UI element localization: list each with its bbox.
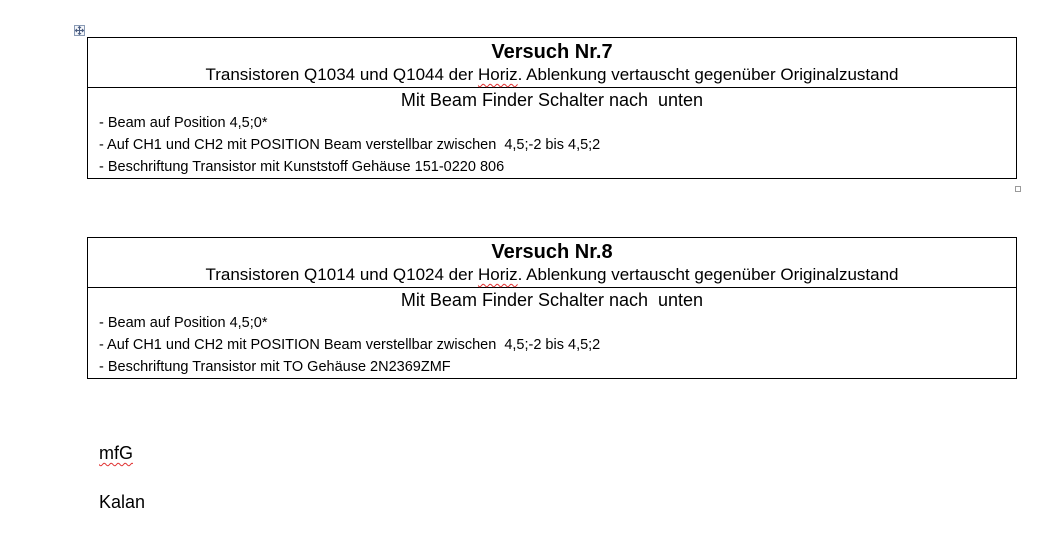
subtitle-text-end: . Ablenkung vertauscht gegenüber Originalzustand xyxy=(517,65,899,84)
experiment-subtitle xyxy=(88,264,1016,287)
table-header-row xyxy=(88,238,1017,288)
section-heading: Mit Beam Finder Schalter nach unten xyxy=(400,90,704,110)
table-header-row xyxy=(88,38,1017,88)
experiment-table-7 xyxy=(87,37,1017,179)
experiment-title: Versuch Nr.7 xyxy=(491,41,613,63)
subtitle-text-start: Transistoren Q1034 und Q1044 der xyxy=(205,65,478,84)
section-heading: Mit Beam Finder Schalter nach unten xyxy=(400,290,704,310)
spellcheck-flagged-word[interactable]: Horiz xyxy=(477,65,518,84)
list-item: - Beam auf Position 4,5;0* xyxy=(99,315,268,331)
bullet-list xyxy=(88,312,1016,378)
list-item: - Auf CH1 und CH2 mit POSITION Beam verstellbar zwischen 4,5;-2 bis 4,5;2 xyxy=(99,337,601,353)
table-resize-handle-icon[interactable] xyxy=(1015,186,1021,192)
experiment-table-8 xyxy=(87,237,1017,379)
list-item: - Beam auf Position 4,5;0* xyxy=(99,115,268,131)
table-header-cell[interactable] xyxy=(88,38,1017,88)
experiment-subtitle xyxy=(88,64,1016,87)
spellcheck-flagged-word[interactable]: mfG xyxy=(99,443,133,463)
subtitle-text-start: Transistoren Q1014 und Q1024 der xyxy=(205,265,478,284)
table-body-cell[interactable] xyxy=(88,88,1017,179)
experiment-title: Versuch Nr.8 xyxy=(491,241,613,263)
bullet-list xyxy=(88,112,1016,178)
closing-greeting xyxy=(99,442,133,464)
signature-name: Kalan xyxy=(99,492,146,512)
table-body-row xyxy=(88,88,1017,179)
list-item: - Beschriftung Transistor mit Kunststoff Gehäuse 151-0220 806 xyxy=(99,159,505,175)
list-item: - Beschriftung Transistor mit TO Gehäuse 2N2369ZMF xyxy=(99,359,451,375)
table-body-row xyxy=(88,288,1017,379)
list-item: - Auf CH1 und CH2 mit POSITION Beam verstellbar zwischen 4,5;-2 bis 4,5;2 xyxy=(99,137,601,153)
table-header-cell[interactable] xyxy=(88,238,1017,288)
subtitle-text-end: . Ablenkung vertauscht gegenüber Originalzustand xyxy=(517,265,899,284)
spellcheck-flagged-word[interactable]: Horiz xyxy=(477,265,518,284)
table-body-cell[interactable] xyxy=(88,288,1017,379)
table-move-handle-icon[interactable] xyxy=(74,25,85,36)
